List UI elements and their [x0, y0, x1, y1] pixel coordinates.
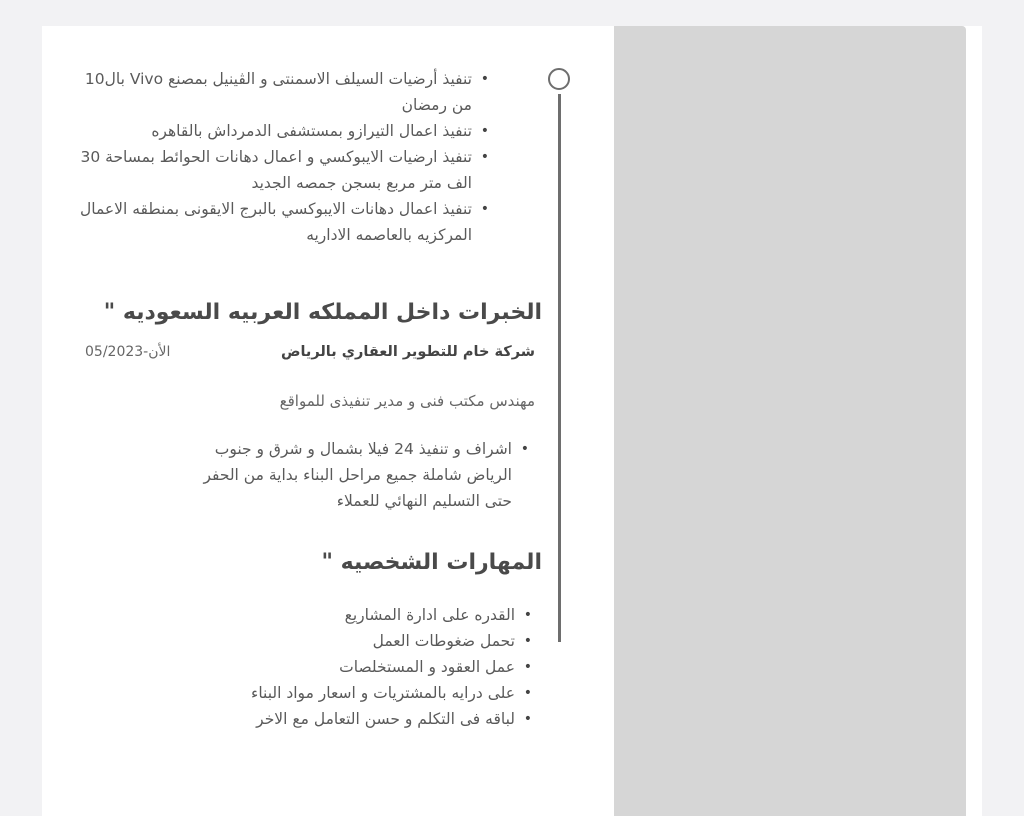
job-title: مهندس مكتب فنى و مدير تنفيذى للمواقع — [279, 392, 535, 410]
skills-list — [115, 602, 535, 732]
section-title-saudi-experience: الخبرات داخل المملكه العربيه السعوديه " — [103, 300, 542, 325]
list-item: • تحمل ضغوطات العمل — [115, 628, 535, 654]
list-item: • اشراف و تنفيذ 24 فيلا بشمال و شرق و جنوب الرياض شاملة جميع مراحل البناء بداية من الحفر حتى التسليم النهائي للعملاء — [172, 436, 532, 514]
projects-list — [72, 66, 492, 248]
list-item: • عمل العقود و المستخلصات — [115, 654, 535, 680]
list-item: • على درايه بالمشتريات و اسعار مواد البناء — [115, 680, 535, 706]
resume-sidebar — [614, 26, 966, 816]
section-title-personal-skills: المهارات الشخصيه " — [321, 550, 542, 575]
list-item: • القدره على ادارة المشاريع — [115, 602, 535, 628]
list-item: • تنفيذ أرضيات السيلف الاسمنتى و الڤينيل بمصنع Vivo بال10 من رمضان — [72, 66, 492, 118]
tasks-list — [172, 436, 532, 514]
list-item: • تنفيذ اعمال دهانات الايبوكسي بالبرج الايقونى بمنطقه الاعمال المركزيه بالعاصمه الاداريه — [72, 196, 492, 248]
timeline-line — [558, 94, 561, 642]
company-name: شركة خام للتطوير العقاري بالرياض — [280, 344, 535, 360]
timeline-dot — [548, 68, 570, 90]
list-item: • تنفيذ اعمال التيرازو بمستشفى الدمرداش بالقاهره — [72, 118, 492, 144]
resume-content — [60, 26, 550, 796]
list-item: • لباقه فى التكلم و حسن التعامل مع الاخر — [115, 706, 535, 732]
list-item: • تنفيذ ارضيات الايبوكسي و اعمال دهانات الحوائط بمساحة 30 الف متر مربع بسجن جمصه الجديد — [72, 144, 492, 196]
employment-date: 05/2023-الأن — [85, 344, 171, 360]
